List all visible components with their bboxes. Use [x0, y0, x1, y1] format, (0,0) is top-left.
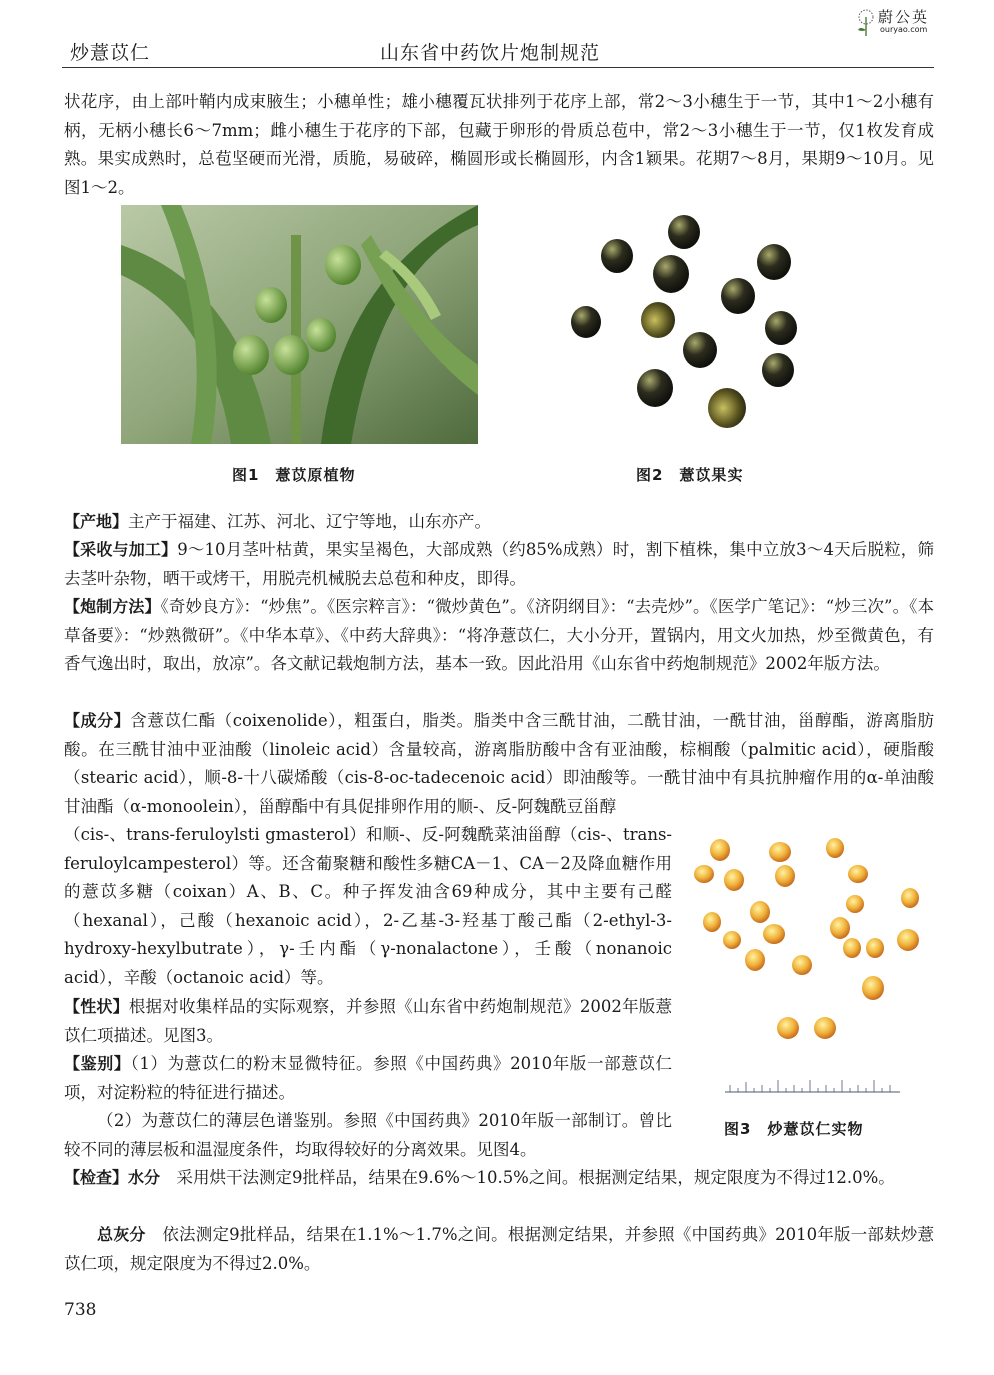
method-text: 《奇妙良方》：“炒焦”。《医宗粹言》：“微炒黄色”。《济阴纲目》：“去壳炒”。《医学广笔记》：“炒三次”。《本草备要》：“炒熟微研”。《中华本草》、《中药大辞典》：“将净薏苡仁，大小分开，置锅内，用文火加热，炒至微黄色，有香气逸出时，取出，放凉”。各文献记载炮制方法，基本一致。因此沿用《山东省中药炮制规范》2002年版方法。 — [64, 597, 934, 674]
logo-text: 蔚公英 — [878, 8, 930, 26]
identification-paragraph-2: （2）为薏苡仁的薄层色谱鉴别。参照《中国药典》2010年版一部制订。曾比较不同的薄层板和温湿度条件，均取得较好的分离效果。见图4。 — [64, 1111, 672, 1159]
water-label: 水分 — [128, 1168, 161, 1187]
running-head-title: 山东省中药饮片炮制规范 — [380, 42, 601, 64]
origin-text: 主产于福建、江苏、河北、辽宁等地，山东亦产。 — [128, 512, 492, 531]
figure-3-caption: 图3 炒薏苡仁实物 — [724, 1120, 864, 1138]
harvest-paragraph — [64, 536, 934, 593]
figure-1-plant-photo — [121, 205, 478, 444]
water-text: 采用烘干法测定9批样品，结果在9.6%～10.5%之间。根据测定结果，规定限度为不得过12.0%。 — [176, 1168, 895, 1187]
figure-2-fruits-photo — [562, 210, 802, 440]
composition-label: 【成分】 — [64, 711, 131, 730]
method-label: 【炮制方法】 — [64, 597, 161, 616]
page-number: 738 — [64, 1300, 97, 1320]
method-paragraph — [64, 593, 934, 679]
figure-1-caption: 图1 薏苡原植物 — [232, 466, 356, 484]
logo-url: ouryao.com — [880, 25, 928, 34]
identification-text-1: （1）为薏苡仁的粉末显微特征。参照《中国药典》2010年版一部薏苡仁项，对淀粉粒的特征进行描述。 — [64, 1054, 672, 1102]
identification-label: 【鉴别】 — [64, 1054, 131, 1073]
properties-paragraph — [64, 993, 672, 1050]
properties-label: 【性状】 — [64, 997, 129, 1016]
intro-paragraph: 状花序，由上部叶鞘内成束腋生；小穗单性；雄小穗覆瓦状排列于花序上部，常2～3小穗生于一节，其中1～2小穗有柄，无柄小穗长6～7mm；雌小穗生于花序的下部，包藏于卵形的骨质总苞中，常2～3小穗生于一节，仅1枚发育成熟。果实成熟时，总苞坚硬而光滑，质脆，易破碎，椭圆形或长椭圆形，内含1颖果。花期7～8月，果期9～10月。见图1～2。 — [64, 92, 934, 197]
harvest-label: 【采收与加工】 — [64, 540, 178, 559]
properties-text: 根据对收集样品的实际观察，并参照《山东省中药炮制规范》2002年版薏苡仁项描述。见图3。 — [64, 997, 672, 1045]
identification-paragraph — [64, 1050, 672, 1107]
origin-label: 【产地】 — [64, 512, 129, 531]
ash-paragraph — [64, 1221, 934, 1278]
dandelion-icon — [854, 8, 878, 38]
ash-text: 依法测定9批样品，结果在1.1%～1.7%之间。根据测定结果，并参照《中国药典》2010年版一部麸炒薏苡仁项，规定限度为不得过2.0%。 — [64, 1225, 935, 1273]
composition-text: 含薏苡仁酯（coixenolide），粗蛋白，脂类。脂类中含三酰甘油，二酰甘油，一酰甘油，甾醇酯，游离脂肪酸。在三酰甘油中亚油酸（linoleic acid）含量较高，游离脂肪酸中含有亚油酸，棕榈酸（palmitic acid），硬脂酸（stearic acid），顺-8-十八碳烯酸（cis-8-oc-tadecenoic acid）即油酸等。一酰甘油中有具抗肿瘤作用的α-单油酸甘油酯（α-monoolein），甾醇酯中有具促排卵作用的顺-、反-阿魏酰豆甾醇 — [64, 711, 934, 816]
harvest-text: 9～10月茎叶枯黄，果实呈褐色，大部成熟（约85%成熟）时，割下植株，集中立放3～4天后脱粒，筛去茎叶杂物，晒干或烤干，用脱壳机械脱去总苞和种皮，即得。 — [64, 540, 934, 588]
composition-paragraph — [64, 707, 934, 821]
site-logo — [854, 6, 940, 40]
figure-3-fried-seeds-photo — [690, 830, 930, 1100]
check-label: 【检查】 — [64, 1168, 129, 1187]
ash-label: 总灰分 — [97, 1225, 146, 1244]
figure-2-caption: 图2 薏苡果实 — [636, 466, 744, 484]
composition-continued: （cis-、trans-feruloylsti gmasterol）和顺-、反-阿魏酰菜油甾醇（cis-、trans-feruloylcampesterol）等。还含葡聚糖和酸性多糖CA－1、CA－2及降血糖作用的薏苡多糖（coixan）A、B、C。种子挥发油含69种成分，其中主要有己醛（hexanal），己酸（hexanoic acid），2-乙基-3-羟基丁酸己酯（2-ethyl-3-hydroxy-hexylbutrate），γ-壬内酯（γ-nonalactone），壬酸（nonanoic acid），辛酸（octanoic acid）等。 — [64, 825, 672, 987]
check-paragraph — [64, 1164, 934, 1193]
running-head-left: 炒薏苡仁 — [70, 42, 151, 64]
origin-paragraph — [64, 508, 934, 537]
header-rule — [62, 67, 934, 68]
